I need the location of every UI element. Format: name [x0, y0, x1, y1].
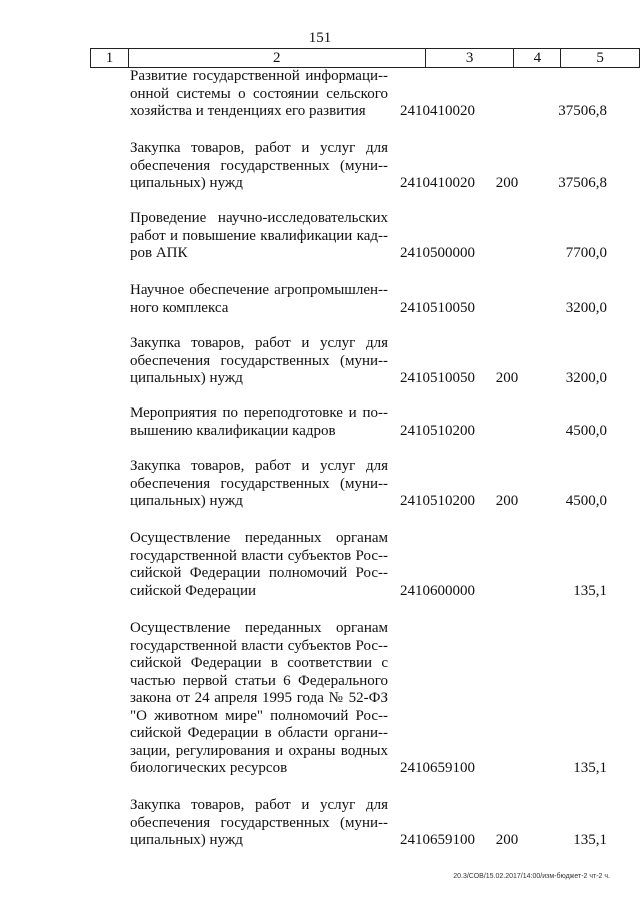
row-description: Развитие государственной информаци-онной системы о состоянии сельского хозяйства и тенденциях его развития: [130, 68, 388, 119]
row-code: 2410510200: [400, 423, 475, 439]
row-description: Научное обеспечение агропромышлен-ного комплекса: [130, 282, 388, 316]
document-footer: 20.3/СОВ/15.02.2017/14:00/изм-бюджет-2 чт-2 ч.: [453, 873, 610, 880]
row-amount: 135,1: [573, 760, 607, 776]
row-amount: 3200,0: [565, 300, 607, 316]
row-description: Закупка товаров, работ и услуг для обеспечения государственных (муни-ципальных) нужд: [130, 140, 388, 191]
row-code: 2410410020: [400, 103, 475, 119]
row-expense-type: 200: [495, 832, 519, 848]
row-amount: 37506,8: [558, 103, 607, 119]
row-description: Закупка товаров, работ и услуг для обеспечения государственных (муни-ципальных) нужд: [130, 458, 388, 509]
header-col-2: 2: [128, 49, 425, 68]
header-col-4: 4: [514, 49, 561, 68]
row-amount: 4500,0: [565, 423, 607, 439]
row-amount: 135,1: [573, 583, 607, 599]
row-amount: 3200,0: [565, 370, 607, 386]
row-code: 2410510200: [400, 493, 475, 509]
header-col-1: 1: [91, 49, 129, 68]
row-code: 2410510050: [400, 300, 475, 316]
row-code: 2410410020: [400, 175, 475, 191]
row-amount: 135,1: [573, 832, 607, 848]
row-code: 2410659100: [400, 760, 475, 776]
row-code: 2410500000: [400, 245, 475, 261]
row-description: Проведение научно-исследовательских работ и повышение квалификации кад-ров АПК: [130, 210, 388, 261]
row-code: 2410600000: [400, 583, 475, 599]
row-expense-type: 200: [495, 493, 519, 509]
row-description: Закупка товаров, работ и услуг для обеспечения государственных (муни-ципальных) нужд: [130, 797, 388, 848]
row-description: Осуществление переданных органам государственной власти субъектов Рос-сийской Федерации полномочий Рос-сийской Федерации: [130, 530, 388, 599]
row-expense-type: 200: [495, 175, 519, 191]
row-amount: 4500,0: [565, 493, 607, 509]
header-col-5: 5: [561, 49, 640, 68]
row-description: Мероприятия по переподготовке и по-вышению квалификации кадров: [130, 405, 388, 439]
page-number: 151: [308, 30, 332, 46]
header-col-3: 3: [425, 49, 514, 68]
row-expense-type: 200: [495, 370, 519, 386]
row-code: 2410659100: [400, 832, 475, 848]
row-amount: 7700,0: [565, 245, 607, 261]
row-code: 2410510050: [400, 370, 475, 386]
row-amount: 37506,8: [558, 175, 607, 191]
row-description: Осуществление переданных органам государственной власти субъектов Рос-сийской Федерации в соответствии с частью первой статьи 6 Федерального закона от 24 апреля 1995 года № 52-ФЗ "О животном мире" полномочий Рос-сийской Федерации в области органи-зации, регулирования и охраны водных биологических ресурсов: [130, 620, 388, 776]
row-description: Закупка товаров, работ и услуг для обеспечения государственных (муни-ципальных) нужд: [130, 335, 388, 386]
